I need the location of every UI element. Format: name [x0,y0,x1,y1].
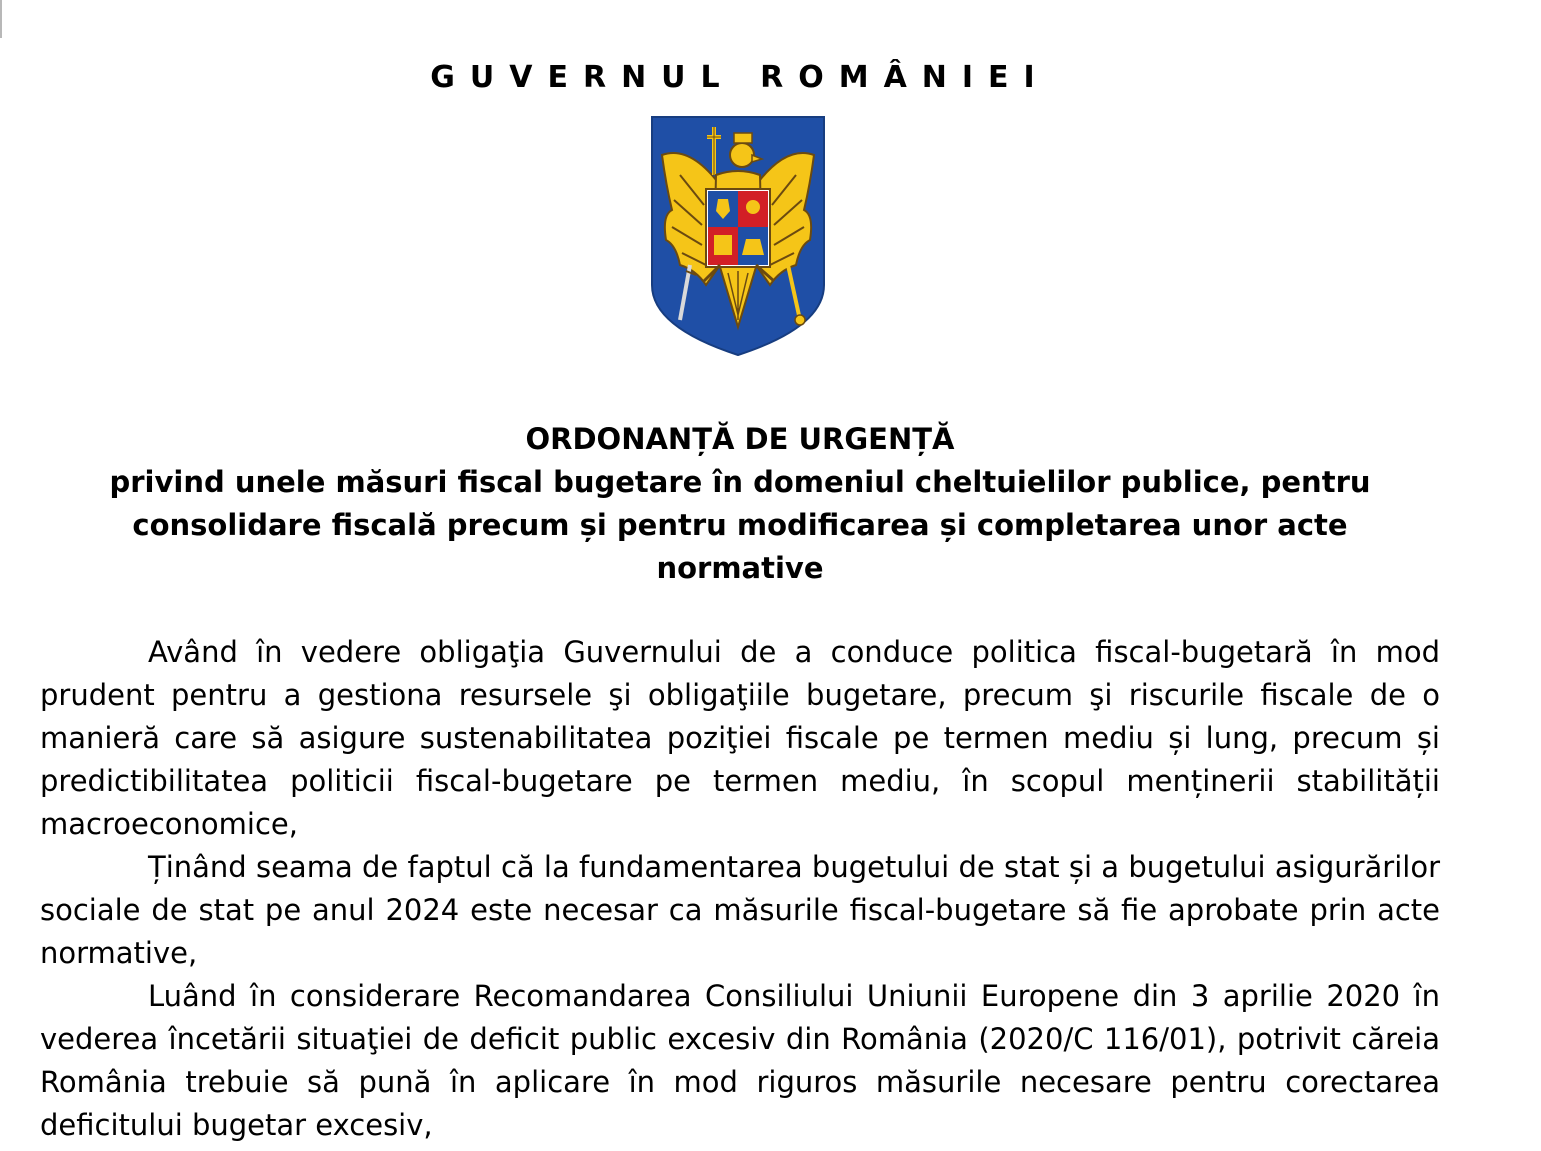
document-subject-line-1: privind unele măsuri fiscal bugetare în domeniul cheltuielilor publice, pentru [109,465,1371,499]
page-edge-mark [0,0,2,38]
body-paragraph-2: Ținând seama de faptul că la fundamentarea bugetului de stat și a bugetului asigurărilor sociale de stat pe anul 2024 este necesar ca măsurile fiscal-bugetare să fie aprobate prin acte normative, [40,850,1440,970]
document-subject-line-2: consolidare fiscală precum și pentru modificarea și completarea unor acte [132,508,1348,542]
body-paragraph-3: Luând în considerare Recomandarea Consiliului Uniunii Europene din 3 aprilie 2020 în vederea încetării situaţiei de deficit public excesiv din România (2020/C 116/01), potrivit căreia România trebuie să pună în aplicare în mod riguros măsurile necesare pentru corectarea deficitului bugetar excesiv, [40,979,1440,1142]
document-subject-line-3: normative [656,551,824,585]
government-header: GUVERNUL ROMÂNIEI [430,60,1050,95]
romanian-coat-of-arms-icon [650,115,826,357]
document-type-title: ORDONANȚĂ DE URGENȚĂ [525,422,955,456]
body-paragraph-1: Având în vedere obligaţia Guvernului de a conduce politica fiscal-bugetară în mod prudent pentru a gestiona resursele şi obligaţiile bugetare, precum şi riscurile fiscale de o manieră care să asigure sustenabilitatea poziţiei fiscale pe termen mediu și lung, precum și predictibilitatea politicii fiscal-bugetare pe termen mediu, în scopul menținerii stabilității macroeconomice, [40,635,1440,841]
document-body [40,631,1440,1147]
document-title-block [40,418,1440,590]
